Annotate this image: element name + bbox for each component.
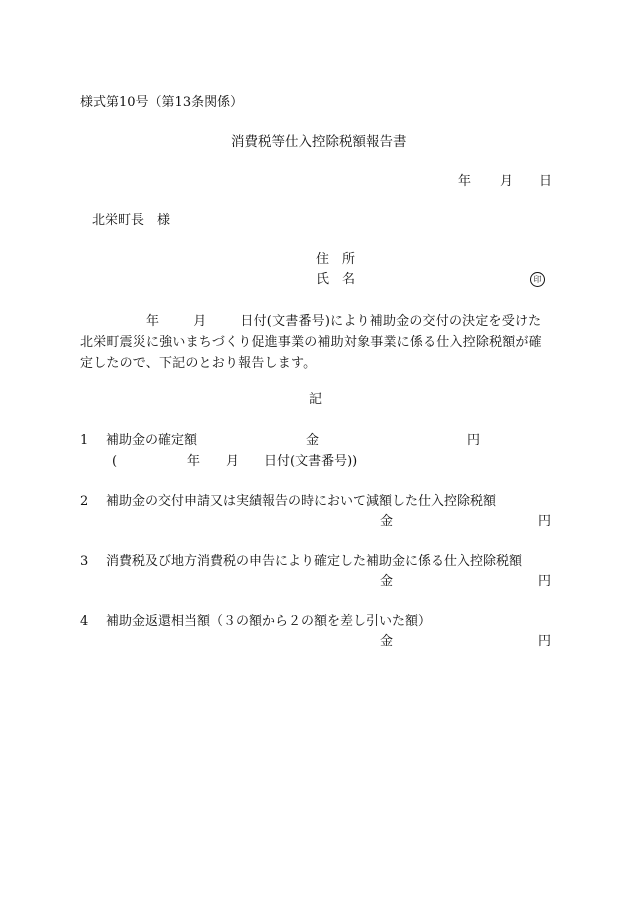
item-label: 補助金返還相当額（３の額から２の額を差し引いた額）	[106, 614, 432, 629]
addressee: 北栄町長 様	[92, 213, 171, 228]
body-text: 日付(文書番号)により補助金の交付の決定を受けた北栄町震災に強いまちづくり促進事業の補助対象事業に係る仕入控除税額が確定したので、下記のとおり報告します。	[80, 314, 542, 371]
item-number: 4	[80, 614, 89, 629]
sub-month: 月	[226, 454, 240, 469]
form-number: 様式第10号（第13条関係）	[80, 95, 244, 110]
kin-label: 金	[380, 574, 394, 589]
item-label: 消費税及び地方消費税の申告により確定した補助金に係る仕入控除税額	[106, 554, 523, 569]
sub-tail: 日付(文書番号))	[264, 454, 358, 469]
item-label: 補助金の交付申請又は実績報告の時において減額した仕入控除税額	[106, 494, 497, 509]
kin-label: 金	[380, 514, 394, 529]
item-number: 2	[80, 494, 89, 509]
item-number: 3	[80, 554, 89, 569]
yen-label: 円	[538, 634, 552, 649]
date-year: 年	[458, 174, 472, 189]
address-label: 住 所	[316, 252, 356, 267]
item-label: 補助金の確定額	[106, 433, 198, 448]
sub-open-paren: (	[112, 454, 118, 469]
item-number: 1	[80, 433, 89, 448]
body-year: 年	[146, 314, 160, 329]
name-label: 氏 名	[316, 272, 356, 287]
body-paragraph	[80, 311, 550, 374]
document-title: 消費税等仕入控除税額報告書	[231, 134, 407, 150]
date-day: 日	[539, 174, 553, 189]
ki-heading: 記	[309, 392, 323, 407]
body-month: 月	[193, 314, 207, 329]
kin-label: 金	[306, 433, 320, 448]
sub-year: 年	[187, 454, 201, 469]
yen-label: 円	[538, 514, 552, 529]
date-month: 月	[500, 174, 514, 189]
yen-label: 円	[538, 574, 552, 589]
seal-mark: 印	[530, 272, 545, 287]
yen-label: 円	[467, 433, 481, 448]
kin-label: 金	[380, 634, 394, 649]
